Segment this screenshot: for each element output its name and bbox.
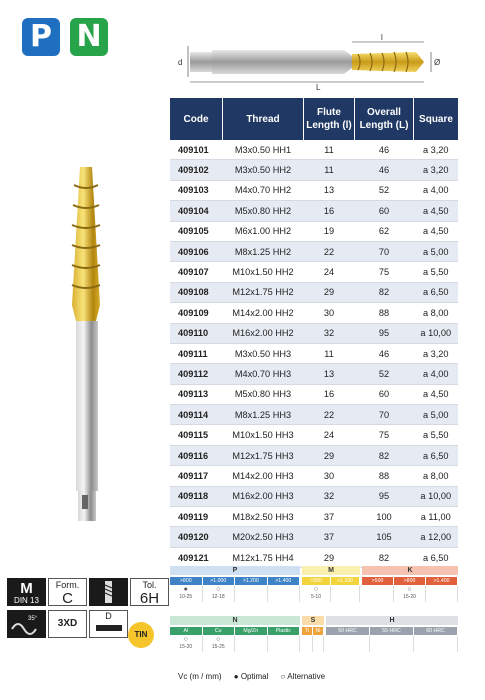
square-cell: a 10,00 (414, 323, 459, 343)
rating-note: 15-20 (179, 644, 193, 650)
tool-dimension-drawing (176, 30, 446, 90)
code-cell: 409117 (170, 466, 223, 486)
group-h-header: H (326, 616, 458, 625)
table-row (170, 445, 458, 465)
table-row (170, 425, 458, 445)
thread-cell: M4x0.70 HH3 (223, 364, 304, 384)
tap-icon-box (89, 578, 128, 606)
legend (178, 672, 335, 681)
rating-mark: ○ (313, 586, 319, 593)
table-row (170, 527, 458, 547)
code-cell: 409116 (170, 445, 223, 465)
code-cell: 409115 (170, 425, 223, 445)
table-row (170, 343, 458, 363)
material-badge-n: N (70, 18, 108, 56)
code-cell: 409105 (170, 221, 223, 241)
group-s-header: S (302, 616, 324, 625)
flute-length-cell: 29 (304, 445, 355, 465)
flute-length-cell: 32 (304, 323, 355, 343)
square-cell: a 8,00 (414, 466, 459, 486)
material-p-cell: >1.200 (235, 577, 267, 585)
flute-length-cell: 22 (304, 241, 355, 261)
thread-cell: M12x1.75 HH2 (223, 282, 304, 302)
table-row (170, 466, 458, 486)
code-cell: 409101 (170, 140, 223, 160)
overall-length-cell: 46 (355, 160, 414, 180)
thread-cell: M4x0.70 HH2 (223, 180, 304, 200)
flute-length-cell: 30 (304, 303, 355, 323)
flute-length-cell: 22 (304, 405, 355, 425)
square-cell: a 5,00 (414, 241, 459, 261)
code-cell: 409113 (170, 384, 223, 404)
spec-table (170, 98, 458, 568)
material-h-rating (414, 636, 458, 652)
thread-cell: M3x0.50 HH1 (223, 140, 304, 160)
overall-length-cell: 88 (355, 303, 414, 323)
material-h-rating (370, 636, 414, 652)
material-k-cell: >1.400 (426, 577, 457, 585)
overall-length-cell: 75 (355, 262, 414, 282)
material-k-cell: >500 (362, 577, 393, 585)
overall-length-cell: 95 (355, 323, 414, 343)
dim-l: l (381, 33, 383, 42)
table-row (170, 262, 458, 282)
material-s-cell: Ti (302, 627, 312, 635)
square-cell: a 3,20 (414, 343, 459, 363)
flute-length-cell: 16 (304, 384, 355, 404)
legend-alternative: ○ Alternative (280, 672, 326, 681)
flute-length-cell: 29 (304, 282, 355, 302)
rating-note: 15-20 (403, 594, 416, 600)
thread-cell: M16x2.00 HH3 (223, 486, 304, 506)
overall-length-cell: 88 (355, 466, 414, 486)
rating-note: 10-25 (179, 594, 193, 600)
overall-length-cell: 52 (355, 364, 414, 384)
legend-optimal: ● Optimal (233, 672, 269, 681)
group-p-header: P (170, 566, 300, 575)
table-row (170, 282, 458, 302)
material-p-rating (235, 586, 268, 602)
code-cell: 409110 (170, 323, 223, 343)
thread-cell: M20x2.50 HH3 (223, 527, 304, 547)
table-row (170, 201, 458, 221)
group-m-header: M (302, 566, 360, 575)
flute-length-cell: 30 (304, 466, 355, 486)
table-row (170, 364, 458, 384)
material-n-rating (235, 636, 268, 652)
rating-mark: ○ (183, 636, 188, 643)
header-thread: Thread (223, 98, 304, 140)
square-cell: a 5,00 (414, 405, 459, 425)
square-cell: a 8,00 (414, 303, 459, 323)
header-code: Code (170, 98, 223, 140)
material-p-cell: >800 (170, 577, 202, 585)
flute-length-cell: 13 (304, 180, 355, 200)
square-cell: a 6,50 (414, 445, 459, 465)
code-cell: 409104 (170, 201, 223, 221)
flute-length-cell: 37 (304, 507, 355, 527)
depth-box: 3XD (48, 610, 87, 638)
material-n-cell: Cu (203, 627, 235, 635)
material-k-cell: >800 (394, 577, 425, 585)
code-cell: 409111 (170, 343, 223, 363)
helix-angle-box (7, 610, 46, 638)
material-chart (170, 566, 458, 662)
code-cell: 409121 (170, 547, 223, 567)
material-n-cell: Al (170, 627, 202, 635)
tap-icon (90, 579, 127, 605)
overall-length-cell: 82 (355, 445, 414, 465)
header-square: Square (414, 98, 459, 140)
square-cell: a 12,00 (414, 527, 459, 547)
material-h-rating (326, 636, 370, 652)
flute-length-cell: 16 (304, 201, 355, 221)
thread-cell: M5x0.80 HH2 (223, 201, 304, 221)
overall-length-cell: 70 (355, 405, 414, 425)
flute-length-cell: 11 (304, 160, 355, 180)
flute-length-cell: 11 (304, 343, 355, 363)
material-s-rating (313, 636, 324, 652)
tolerance-box: Tol. 6H (130, 578, 169, 606)
thread-cell: M6x1.00 HH2 (223, 221, 304, 241)
rating-mark: ● (183, 586, 188, 593)
rating-mark: ○ (216, 636, 221, 643)
material-n-cell: Plastic (268, 627, 300, 635)
overall-length-cell: 46 (355, 343, 414, 363)
header-overall-length: Overall Length (L) (355, 98, 414, 140)
material-n-rating (203, 636, 236, 652)
helix-icon (8, 611, 45, 637)
material-p-rating (170, 586, 203, 602)
shank-icon (94, 622, 124, 634)
code-cell: 409108 (170, 282, 223, 302)
code-cell: 409119 (170, 507, 223, 527)
overall-length-cell: 52 (355, 180, 414, 200)
rating-note: 15-25 (211, 644, 225, 650)
thread-cell: M3x0.50 HH3 (223, 343, 304, 363)
rating-mark: ○ (407, 586, 412, 593)
flute-length-cell: 24 (304, 425, 355, 445)
rating-note: 12-18 (211, 594, 225, 600)
svg-text:35°: 35° (28, 616, 38, 622)
overall-length-cell: 75 (355, 425, 414, 445)
overall-length-cell: 95 (355, 486, 414, 506)
code-cell: 409118 (170, 486, 223, 506)
square-cell: a 5,50 (414, 262, 459, 282)
square-cell: a 4,50 (414, 201, 459, 221)
overall-length-cell: 100 (355, 507, 414, 527)
thread-cell: M16x2.00 HH2 (223, 323, 304, 343)
material-p-rating (268, 586, 301, 602)
material-p-cell: >1.400 (268, 577, 300, 585)
square-cell: a 3,20 (414, 140, 459, 160)
overall-length-cell: 82 (355, 547, 414, 567)
table-row (170, 547, 458, 567)
thread-cell: M18x2.50 HH3 (223, 507, 304, 527)
flute-length-cell: 11 (304, 140, 355, 160)
square-cell: a 4,50 (414, 221, 459, 241)
material-s-rating (302, 636, 313, 652)
table-row (170, 486, 458, 506)
square-cell: a 4,50 (414, 384, 459, 404)
material-m-rating (302, 586, 331, 602)
overall-length-cell: 70 (355, 241, 414, 261)
square-cell: a 4,00 (414, 180, 459, 200)
overall-length-cell: 62 (355, 221, 414, 241)
thread-cell: M14x2.00 HH3 (223, 466, 304, 486)
overall-length-cell: 60 (355, 201, 414, 221)
thread-cell: M12x1.75 HH3 (223, 445, 304, 465)
thread-cell: M8x1.25 HH3 (223, 405, 304, 425)
table-row (170, 221, 458, 241)
material-p-cell: >1.000 (203, 577, 235, 585)
flute-length-cell: 19 (304, 221, 355, 241)
material-s-cell: Ni (313, 627, 323, 635)
thread-cell: M5x0.80 HH3 (223, 384, 304, 404)
table-row (170, 180, 458, 200)
code-cell: 409120 (170, 527, 223, 547)
material-m-cell: >1.200 (331, 577, 359, 585)
overall-length-cell: 82 (355, 282, 414, 302)
table-row (170, 241, 458, 261)
flute-length-cell: 13 (304, 364, 355, 384)
thread-cell: M10x1.50 HH3 (223, 425, 304, 445)
thread-standard-box: M DIN 13 (7, 578, 46, 606)
material-k-rating (426, 586, 458, 602)
material-k-rating (362, 586, 394, 602)
table-row (170, 140, 458, 160)
code-cell: 409103 (170, 180, 223, 200)
flute-length-cell: 29 (304, 547, 355, 567)
code-cell: 409112 (170, 364, 223, 384)
thread-cell: M8x1.25 HH2 (223, 241, 304, 261)
thread-cell: M14x2.00 HH2 (223, 303, 304, 323)
table-row (170, 507, 458, 527)
material-m-rating (331, 586, 360, 602)
group-k-header: K (362, 566, 458, 575)
square-cell: a 6,50 (414, 282, 459, 302)
legend-vc: Vc (m / mm) (178, 672, 222, 681)
material-h-cell: 50 HRC (326, 627, 369, 635)
diameter-box: D (89, 610, 128, 638)
square-cell: a 6,50 (414, 547, 459, 567)
material-p-rating (203, 586, 236, 602)
square-cell: a 5,50 (414, 425, 459, 445)
header-flute-length: Flute Length (l) (304, 98, 355, 140)
table-row (170, 303, 458, 323)
overall-length-cell: 60 (355, 384, 414, 404)
tap-tool-image (50, 165, 122, 525)
square-cell: a 11,00 (414, 507, 459, 527)
code-cell: 409107 (170, 262, 223, 282)
square-cell: a 4,00 (414, 364, 459, 384)
material-n-rating (170, 636, 203, 652)
flute-length-cell: 37 (304, 527, 355, 547)
flute-length-cell: 24 (304, 262, 355, 282)
code-cell: 409109 (170, 303, 223, 323)
table-row (170, 160, 458, 180)
thread-cell: M12x1.75 HH4 (223, 547, 304, 567)
form-box: Form. C (48, 578, 87, 606)
code-cell: 409114 (170, 405, 223, 425)
code-cell: 409106 (170, 241, 223, 261)
dim-d: d (178, 58, 183, 67)
material-n-rating (268, 636, 301, 652)
dim-diameter: Ø (434, 58, 441, 67)
table-row (170, 405, 458, 425)
material-h-cell: 60 HRC (414, 627, 457, 635)
rating-mark: ○ (216, 586, 221, 593)
square-cell: a 3,20 (414, 160, 459, 180)
material-badge-p: P (22, 18, 60, 56)
overall-length-cell: 105 (355, 527, 414, 547)
material-h-cell: 55 HRC (370, 627, 413, 635)
coating-badge: TIN (128, 622, 154, 648)
material-k-rating (394, 586, 426, 602)
material-m-cell: >950 (302, 577, 330, 585)
table-row (170, 323, 458, 343)
dim-L: L (316, 83, 321, 90)
rating-note: 5-10 (310, 594, 321, 600)
material-n-cell: Mg/Zn (235, 627, 267, 635)
table-row (170, 384, 458, 404)
square-cell: a 10,00 (414, 486, 459, 506)
group-n-header: N (170, 616, 300, 625)
flute-length-cell: 32 (304, 486, 355, 506)
overall-length-cell: 46 (355, 140, 414, 160)
thread-cell: M3x0.50 HH2 (223, 160, 304, 180)
code-cell: 409102 (170, 160, 223, 180)
thread-cell: M10x1.50 HH2 (223, 262, 304, 282)
